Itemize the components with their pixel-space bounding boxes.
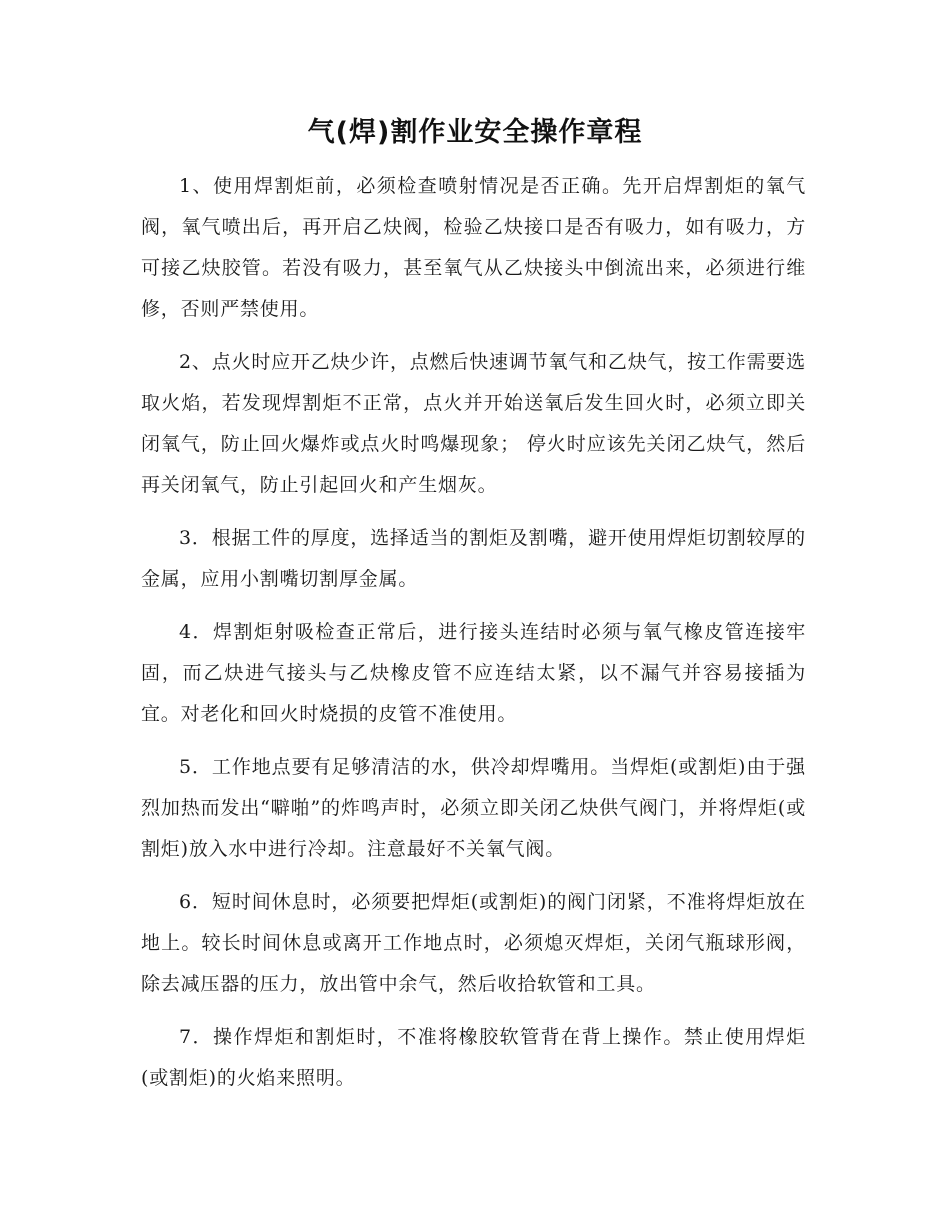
paragraph-6: 6．短时间休息时，必须要把焊炬(或割炬)的阀门闭紧，不准将焊炬放在地上。较长时间休息或离开工作地点时，必须熄灭焊炬，关闭气瓶球形阀，除去减压器的压力，放出管中余气，然后收拾软管和工具。: [141, 891, 806, 995]
paragraph-2: 2、点火时应开乙炔少许，点燃后快速调节氧气和乙炔气，按工作需要选取火焰，若发现焊割炬不正常，点火并开始送氧后发生回火时，必须立即关闭氧气，防止回火爆炸或点火时鸣爆现象； 停火时应该先关闭乙炔气，然后再关闭氧气，防止引起回火和产生烟灰。: [141, 351, 806, 496]
paragraph-4: 4．焊割炬射吸检查正常后，进行接头连结时必须与氧气橡皮管连接牢固，而乙炔进气接头与乙炔橡皮管不应连结太紧，以不漏气并容易接插为宜。对老化和回火时烧损的皮管不准使用。: [141, 621, 806, 725]
paragraph-5: 5．工作地点要有足够清洁的水，供冷却焊嘴用。当焊炬(或割炬)由于强烈加热而发出“噼啪”的炸鸣声时，必须立即关闭乙炔供气阀门，并将焊炬(或割炬)放入水中进行冷却。注意最好不关氧气阀。: [141, 756, 806, 860]
paragraph-3: 3．根据工件的厚度，选择适当的割炬及割嘴，避开使用焊炬切割较厚的金属，应用小割嘴切割厚金属。: [141, 527, 806, 590]
document-body: [141, 166, 806, 1111]
paragraph-1: 1、使用焊割炬前，必须检查喷射情况是否正确。先开启焊割炬的氧气阀，氧气喷出后，再开启乙炔阀，检验乙炔接口是否有吸力，如有吸力，方可接乙炔胶管。若没有吸力，甚至氧气从乙炔接头中倒流出来，必须进行维修，否则严禁使用。: [141, 175, 806, 320]
paragraph-7: 7．操作焊炬和割炬时，不准将橡胶软管背在背上操作。禁止使用焊炬(或割炬)的火焰来照明。: [141, 1026, 806, 1089]
page-title: 气(焊)割作业安全操作章程: [307, 117, 643, 148]
